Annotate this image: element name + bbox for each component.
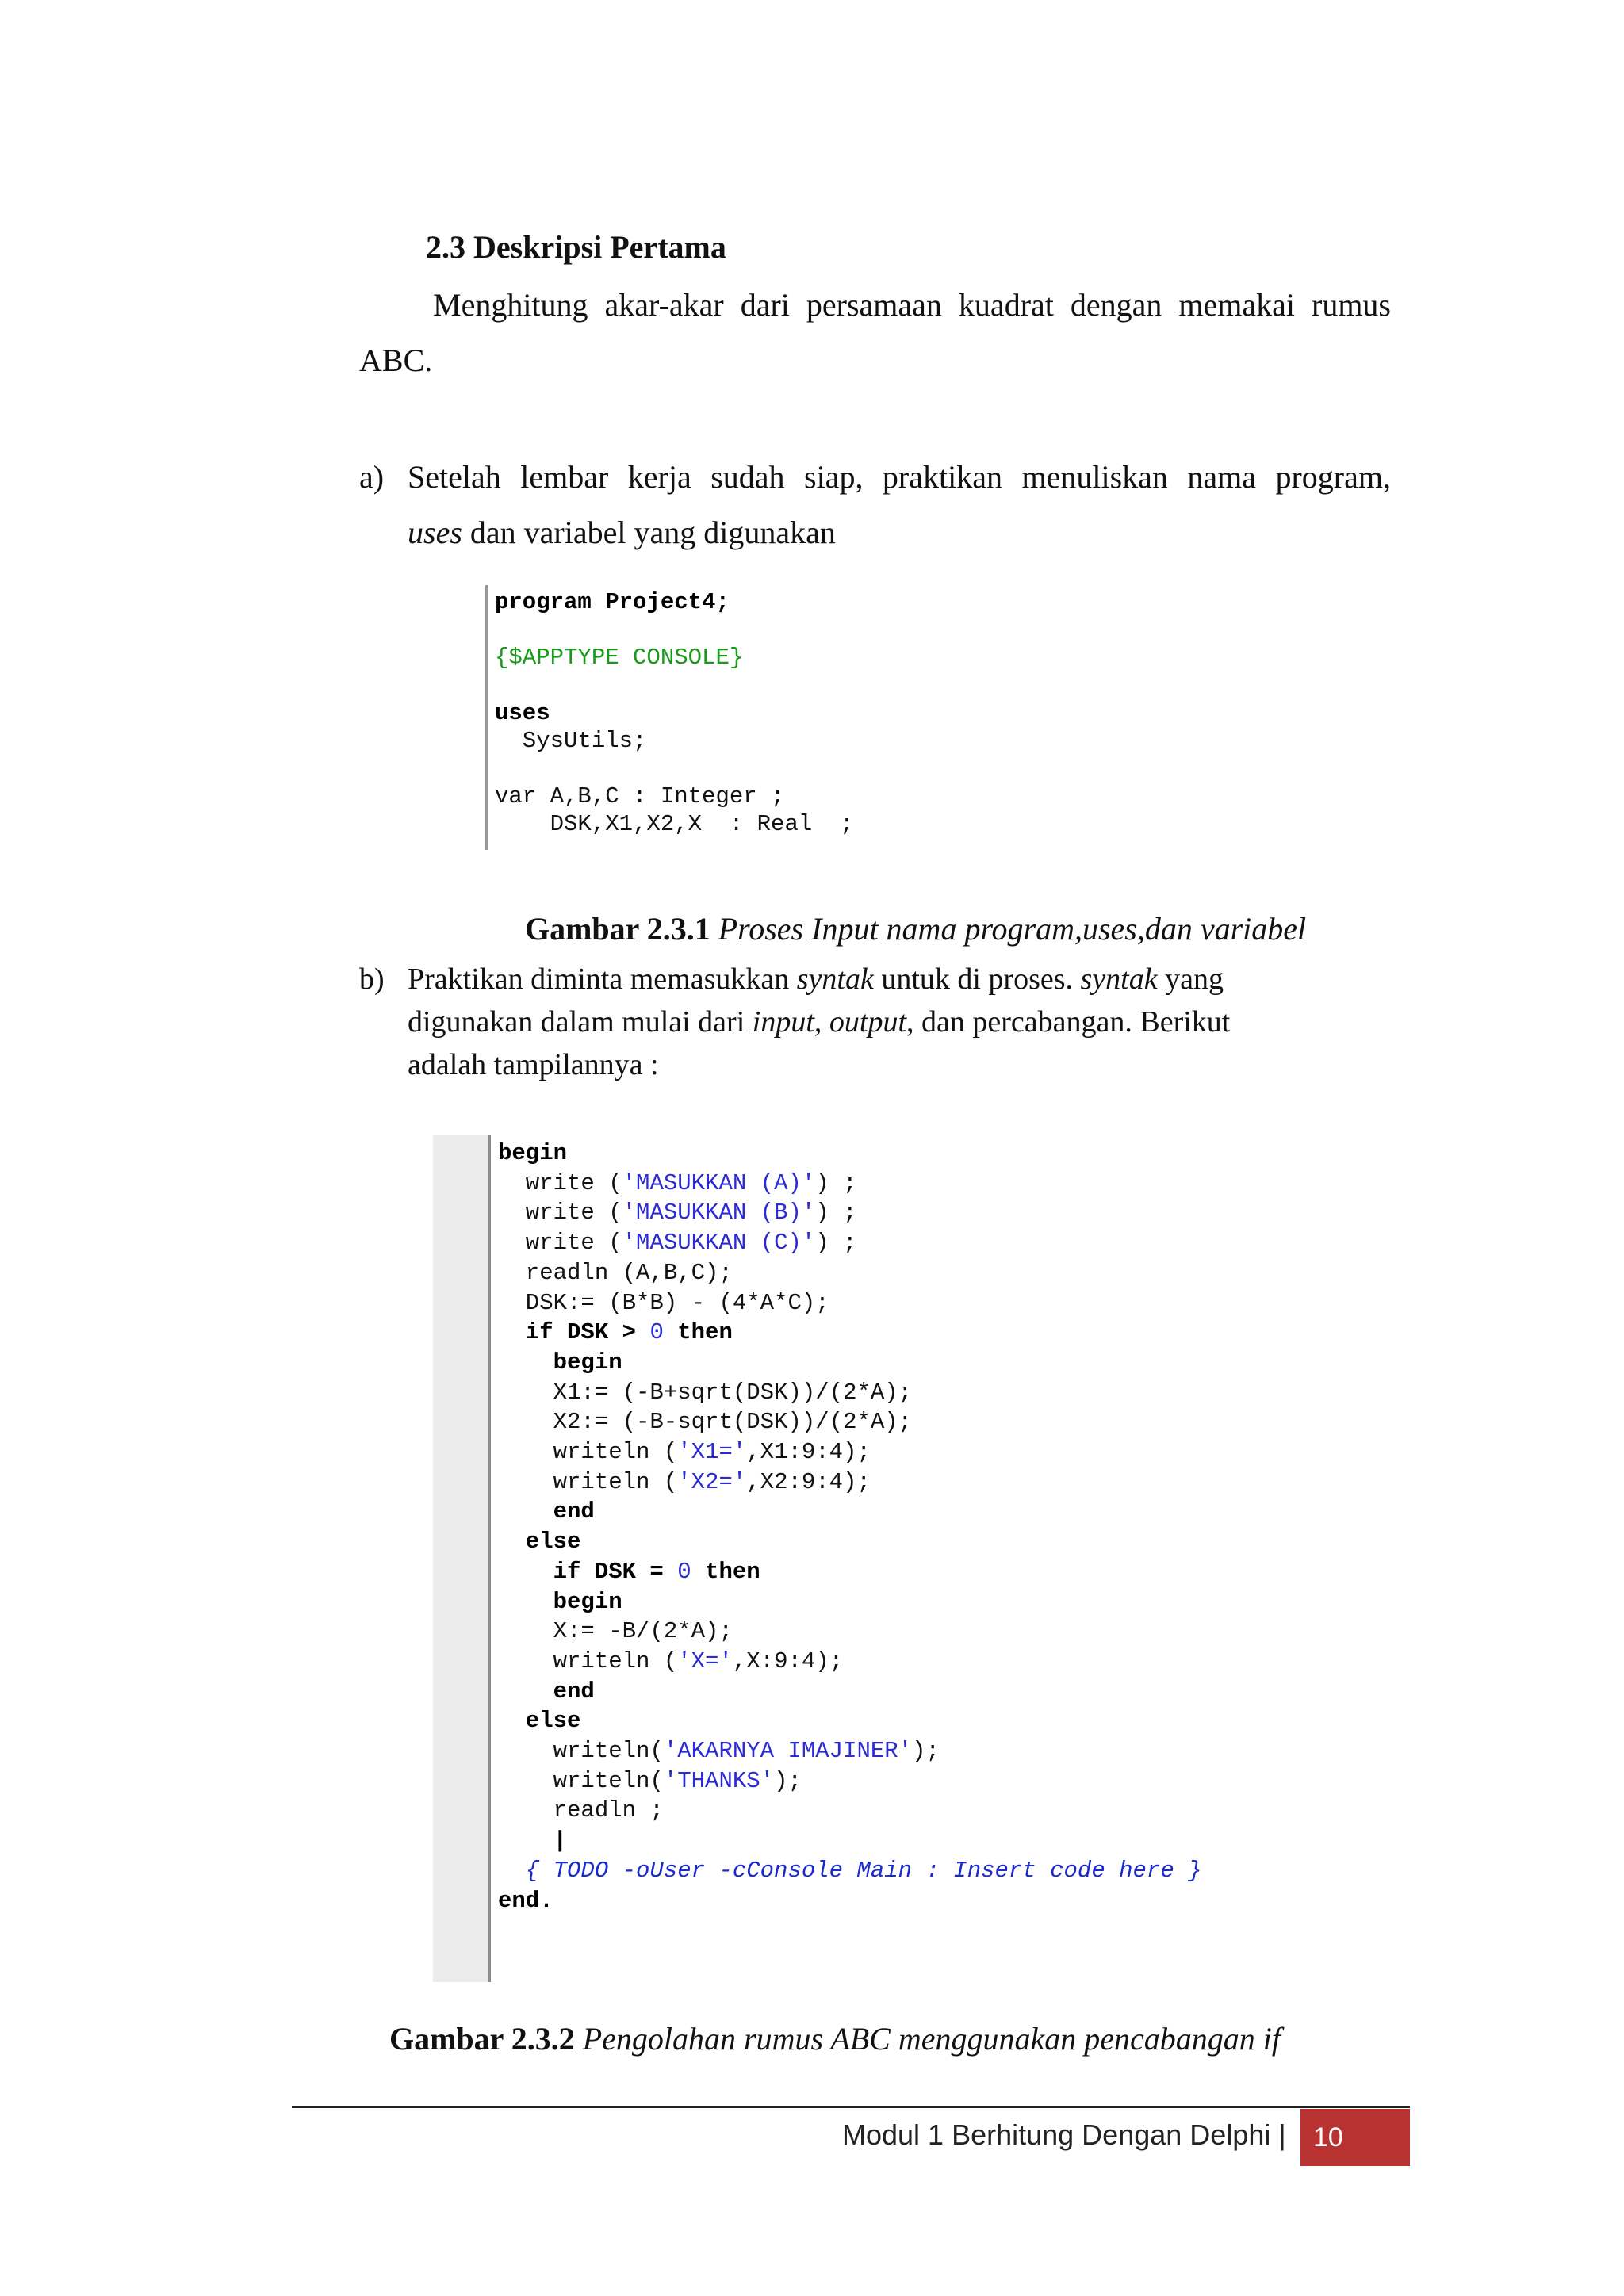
code2-line-20: else — [498, 1708, 581, 1735]
step-b-line-3: adalah tampilannya : — [408, 1048, 659, 1081]
code2-line-14: else — [498, 1529, 581, 1556]
text-cursor: | — [498, 1827, 568, 1854]
code2-line-13: end — [498, 1498, 595, 1525]
page-number: 10 — [1300, 2109, 1410, 2166]
code2-line-18 — [498, 1648, 843, 1674]
code2-line-2 — [498, 1170, 857, 1196]
code2-line-8: begin — [498, 1349, 622, 1376]
code-string: 'MASUKKAN (C)' — [622, 1230, 816, 1257]
code-keyword: then — [691, 1558, 760, 1585]
code-string: 'MASUKKAN (A)' — [622, 1169, 816, 1196]
code2-line-23: readln ; — [498, 1797, 664, 1824]
code2-line-1: begin — [498, 1140, 568, 1166]
code2-line-22 — [498, 1768, 802, 1794]
code-text: ) ; — [815, 1230, 857, 1257]
code1-line-1: program Project4; — [495, 589, 730, 615]
step-a-uses-term: uses — [408, 515, 462, 550]
code-string: 'MASUKKAN (B)' — [622, 1200, 816, 1226]
editor-gutter-line — [485, 585, 488, 850]
code2-line-25: { TODO -oUser -cConsole Main : Insert code here } — [498, 1857, 1202, 1884]
footer-title: Modul 1 Berhitung Dengan Delphi | — [842, 2118, 1286, 2151]
code-text: write ( — [498, 1169, 622, 1196]
code-string: 'THANKS' — [663, 1767, 775, 1794]
code2-line-9: X1:= (-B+sqrt(DSK))/(2*A); — [498, 1379, 913, 1406]
step-b-marker: b) — [359, 962, 385, 996]
step-b-l2-a: digunakan dalam mulai dari — [408, 1005, 753, 1039]
code-screenshot-2 — [433, 1135, 1367, 1982]
step-a-marker: a) — [359, 459, 385, 495]
code-number: 0 — [677, 1558, 691, 1585]
figure-caption-1 — [525, 910, 1306, 947]
step-b-line-1 — [408, 958, 1391, 1001]
step-a-line-1: Setelah lembar kerja sudah siap, praktikan menuliskan nama program, — [408, 459, 1391, 495]
step-b-l2-em: input, output — [752, 1005, 906, 1039]
code1-line-3: {$APPTYPE CONSOLE} — [495, 645, 744, 671]
code-block-2 — [498, 1138, 1202, 1915]
intro-line-2: ABC. — [359, 342, 433, 378]
code1-line-5: uses — [495, 700, 550, 726]
code2-line-4 — [498, 1230, 857, 1256]
code-text: ,X1:9:4); — [746, 1439, 871, 1466]
step-b-l1-em: syntak — [796, 962, 874, 996]
code-keyword: if DSK = — [498, 1558, 678, 1585]
code2-line-16: begin — [498, 1588, 622, 1615]
code-number: 0 — [649, 1319, 664, 1346]
code-text: ,X:9:4); — [732, 1647, 844, 1674]
code-text: writeln( — [498, 1738, 664, 1765]
code-keyword: then — [663, 1319, 733, 1346]
code2-line-15 — [498, 1559, 760, 1585]
code-text: writeln ( — [498, 1647, 678, 1674]
code2-line-11 — [498, 1439, 871, 1465]
code2-line-21 — [498, 1738, 940, 1764]
caption-1-label: Gambar 2.3.1 — [525, 911, 710, 947]
step-b-l2-b: , dan percabangan. Berikut — [906, 1005, 1231, 1039]
code1-line-9: DSK,X1,X2,X : Real ; — [495, 811, 854, 837]
code-text: ,X2:9:4); — [746, 1468, 871, 1495]
step-b-line-2 — [408, 1001, 1391, 1043]
code2-line-3 — [498, 1200, 857, 1226]
code2-line-26: end. — [498, 1887, 553, 1914]
editor-gutter — [433, 1135, 488, 1982]
code2-line-5: readln (A,B,C); — [498, 1259, 733, 1286]
code-string: 'AKARNYA IMAJINER' — [663, 1738, 913, 1765]
code2-line-6: DSK:= (B*B) - (4*A*C); — [498, 1289, 829, 1316]
code-text: writeln ( — [498, 1468, 678, 1495]
code-text: write ( — [498, 1230, 622, 1257]
code-text: ); — [774, 1767, 802, 1794]
caption-2-label: Gambar 2.3.2 — [389, 2021, 575, 2057]
code-text: ) ; — [815, 1200, 857, 1226]
code1-line-8: var A,B,C : Integer ; — [495, 783, 785, 809]
code1-line-6: SysUtils; — [495, 728, 647, 754]
code2-line-10: X2:= (-B-sqrt(DSK))/(2*A); — [498, 1409, 913, 1436]
step-b-l1-b: untuk di proses. — [873, 962, 1081, 996]
code2-line-19: end — [498, 1678, 595, 1705]
caption-2-text: Pengolahan rumus ABC menggunakan pencabangan if — [582, 2021, 1281, 2057]
code2-line-12 — [498, 1469, 871, 1495]
code-block-1 — [495, 588, 853, 838]
code-string: 'X=' — [677, 1647, 733, 1674]
footer-rule — [292, 2106, 1410, 2108]
step-b-l1-a: Praktikan diminta memasukkan — [408, 962, 797, 996]
caption-1-text: Proses Input nama program,uses,dan variabel — [718, 911, 1307, 947]
code-string: 'X2=' — [677, 1468, 747, 1495]
code2-line-17: X:= -B/(2*A); — [498, 1618, 733, 1645]
code-text: ) ; — [815, 1169, 857, 1196]
code-text: write ( — [498, 1200, 622, 1226]
step-a-line-2-rest: dan variabel yang digunakan — [462, 515, 836, 550]
editor-gutter-line — [488, 1135, 491, 1982]
code-string: 'X1=' — [677, 1439, 747, 1466]
step-a-line-2 — [408, 505, 836, 561]
step-b-l1-c: yang — [1157, 962, 1224, 996]
code-text: writeln( — [498, 1767, 664, 1794]
figure-caption-2 — [389, 2020, 1281, 2057]
code-text: ); — [912, 1738, 940, 1765]
section-heading: 2.3 Deskripsi Pertama — [426, 229, 726, 265]
step-b-paragraph — [408, 958, 1391, 1086]
step-b-l1-em2: syntak — [1080, 962, 1158, 996]
code-keyword: if DSK > — [498, 1319, 650, 1346]
code-text: writeln ( — [498, 1439, 678, 1466]
code-screenshot-1 — [485, 585, 1253, 850]
code2-line-7 — [498, 1319, 733, 1345]
intro-line-1: Menghitung akar-akar dari persamaan kuadrat dengan memakai rumus — [433, 287, 1391, 323]
